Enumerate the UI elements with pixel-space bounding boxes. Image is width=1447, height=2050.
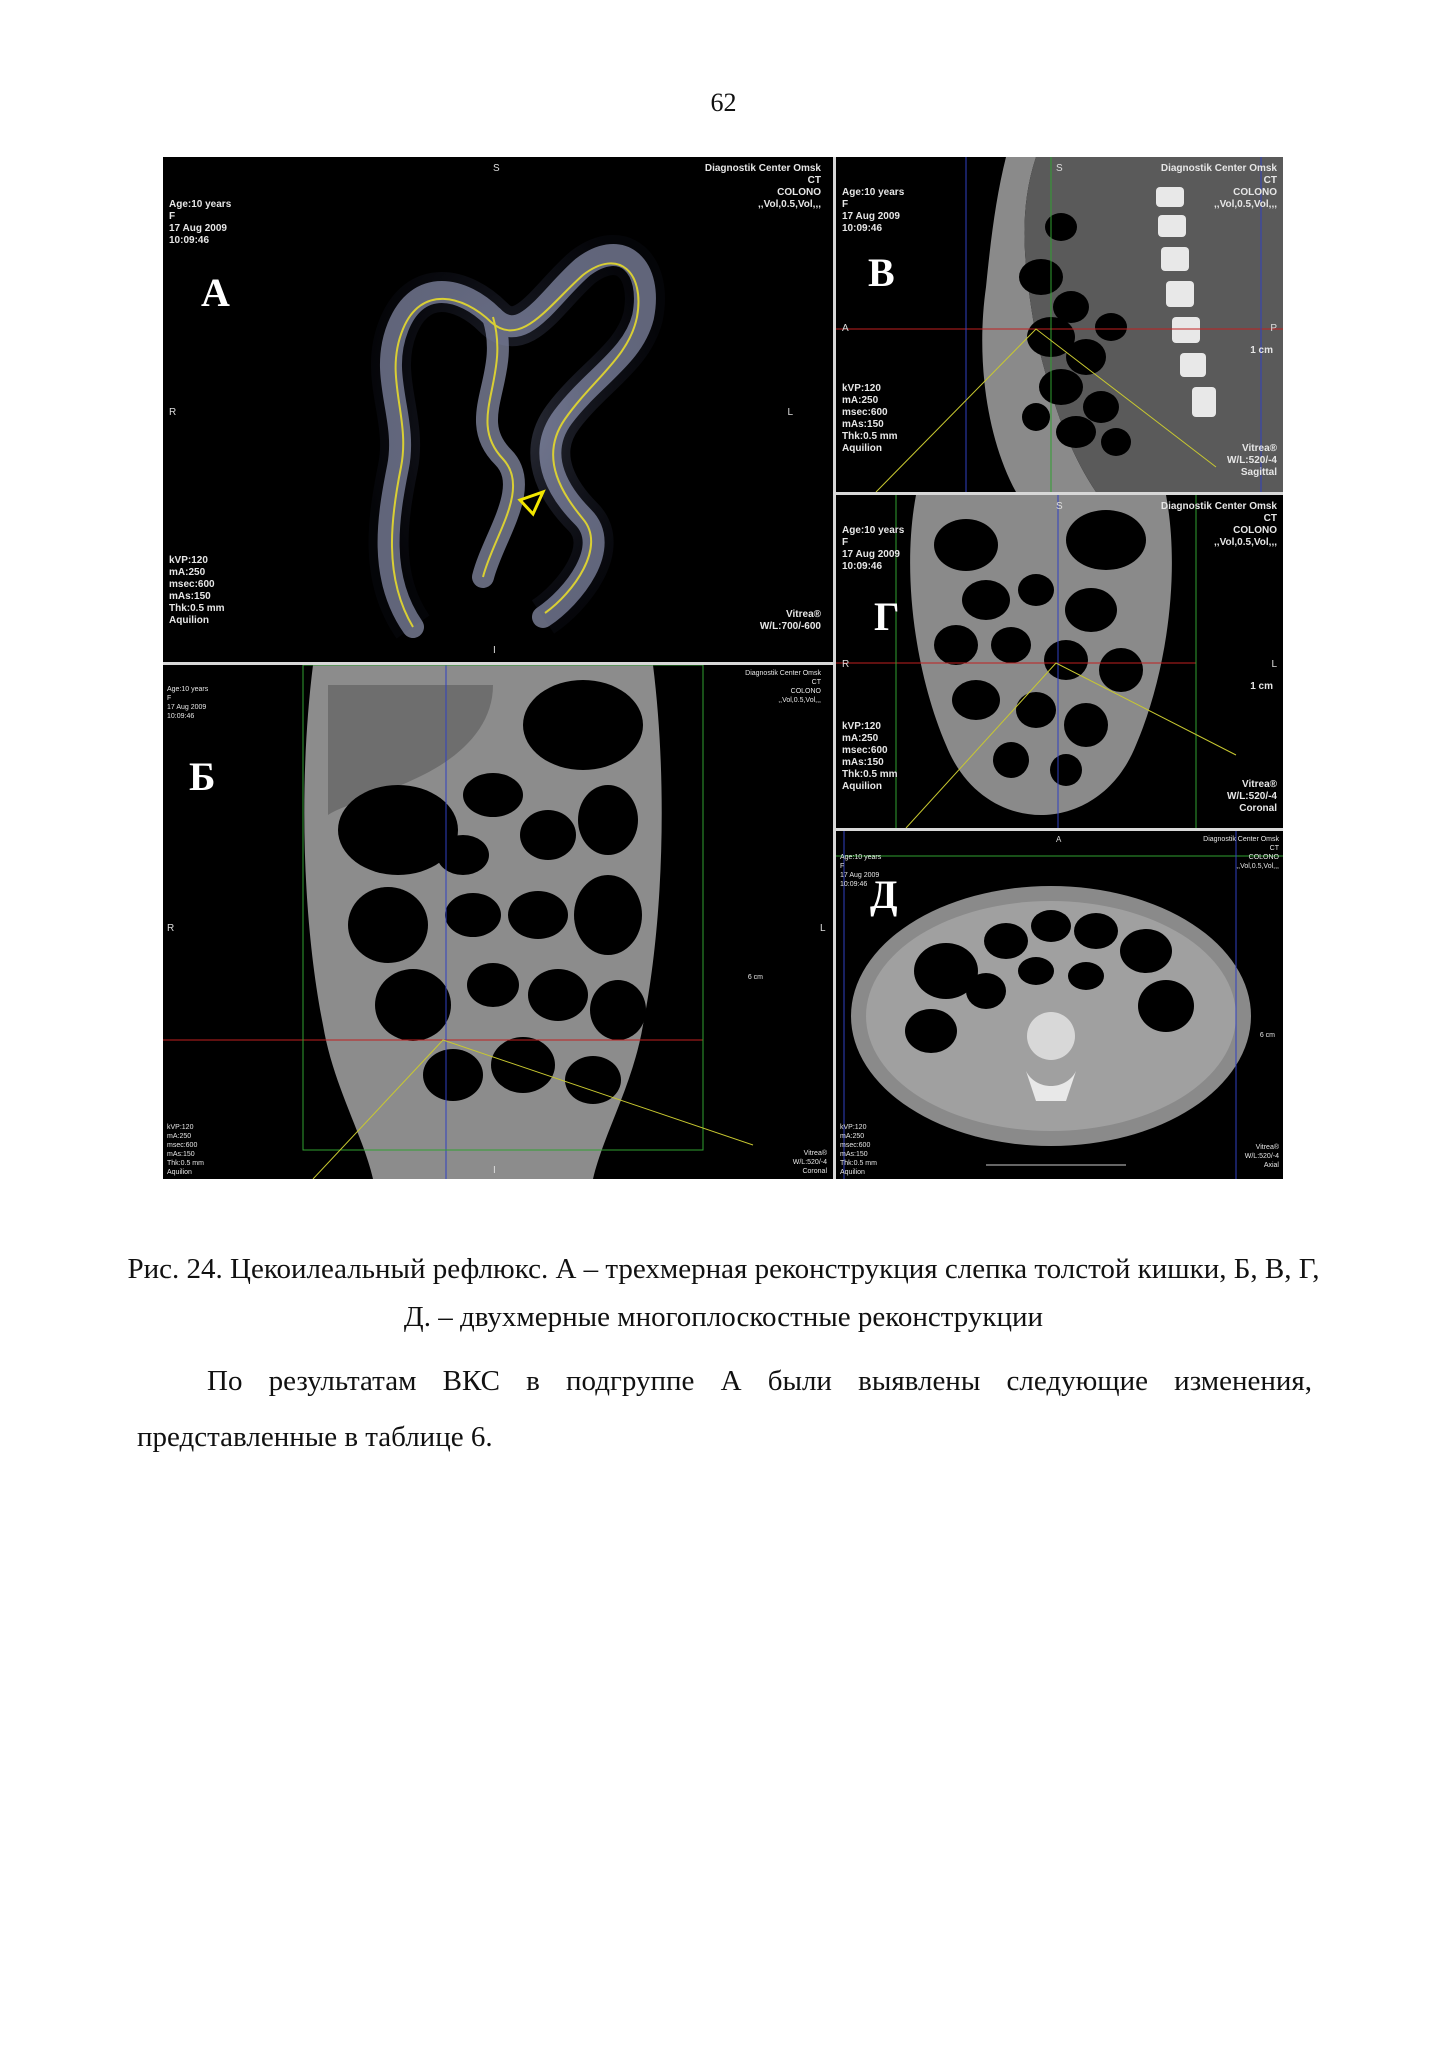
panel-v-orient-right: P xyxy=(1270,323,1277,334)
panel-g-params: kVP:120 mA:250 msec:600 mAs:150 Thk:0.5 mm Aquilion xyxy=(842,721,898,792)
panel-d-vendor: Vitrea® W/L:520/-4 Axial xyxy=(1244,1144,1279,1169)
panel-g-institution: Diagnostik Center Omsk CT COLONO ,,Vol,0.5,Vol,,, xyxy=(1160,501,1277,548)
panel-b-orient-bottom: I xyxy=(493,1165,496,1176)
panel-a-orient-left: R xyxy=(169,407,177,418)
figure-divider-vertical xyxy=(833,157,836,1179)
panel-d-orient-top: A xyxy=(1056,835,1062,844)
panel-a-meta: Age:10 years F 17 Aug 2009 10:09:46 xyxy=(169,199,232,246)
panel-v-params: kVP:120 mA:250 msec:600 mAs:150 Thk:0.5 mm Aquilion xyxy=(842,383,898,454)
panel-b-meta: Age:10 years F 17 Aug 2009 10:09:46 xyxy=(167,686,209,720)
panel-g-vendor: Vitrea® W/L:520/-4 Coronal xyxy=(1226,779,1277,814)
panel-g-orient-left: R xyxy=(842,659,850,670)
panel-g-coronal xyxy=(836,495,1283,828)
coronal-ct-image-large xyxy=(163,665,833,1179)
panel-d-params: kVP:120 mA:250 msec:600 mAs:150 Thk:0.5 mm Aquilion xyxy=(840,1124,877,1176)
panel-v-institution: Diagnostik Center Omsk CT COLONO ,,Vol,0.5,Vol,,, xyxy=(1160,163,1277,210)
panel-b-orient-right: L xyxy=(820,923,826,934)
panel-b-vendor: Vitrea® W/L:520/-4 Coronal xyxy=(792,1150,827,1175)
panel-v-orient-left: A xyxy=(842,323,849,334)
panel-d-scale: 6 cm xyxy=(1259,1032,1275,1039)
panel-a-orient-top: S xyxy=(493,163,500,174)
panel-a-3d-reconstruction xyxy=(163,157,833,662)
panel-b-scale: 6 cm xyxy=(747,974,763,981)
panel-g-scale: 1 cm xyxy=(1250,681,1273,692)
figure-divider-left-horizontal xyxy=(163,662,833,665)
panel-a-vendor: Vitrea® W/L:700/-600 xyxy=(759,609,821,632)
panel-v-letter: В xyxy=(868,250,895,295)
panel-d-axial xyxy=(836,831,1283,1179)
panel-g-letter: Г xyxy=(874,594,900,639)
figure-divider-right-horizontal-1 xyxy=(836,492,1283,495)
ct-figure xyxy=(163,157,1283,1179)
panel-a-orient-bottom: I xyxy=(493,645,496,656)
panel-v-scale: 1 cm xyxy=(1250,345,1273,356)
figure-caption: Рис. 24. Цекоилеальный рефлюкс. А – трехмерная реконструкция слепка толстой кишки, Б, В, Г, Д. – двухмерные многоплоскостные реконструкции xyxy=(127,1253,1320,1333)
panel-g-meta: Age:10 years F 17 Aug 2009 10:09:46 xyxy=(842,525,905,572)
panel-v-vendor: Vitrea® W/L:520/-4 Sagittal xyxy=(1226,443,1277,478)
panel-b-coronal xyxy=(163,665,833,1179)
panel-a-letter: А xyxy=(201,270,230,315)
panel-g-orient-right: L xyxy=(1271,659,1277,670)
panel-v-meta: Age:10 years F 17 Aug 2009 10:09:46 xyxy=(842,187,905,234)
panel-d-letter: Д xyxy=(870,872,898,917)
panel-a-institution: Diagnostik Center Omsk CT COLONO ,,Vol,0.5,Vol,,, xyxy=(704,163,821,210)
figure-divider-right-horizontal-2 xyxy=(836,828,1283,831)
body-paragraph: По результатам ВКС в подгруппе А были выявлены следующие изменения, представленные в таблице 6. xyxy=(137,1365,1312,1453)
panel-v-orient-top: S xyxy=(1056,163,1063,174)
panel-d-institution: Diagnostik Center Omsk CT COLONO ,,Vol,0.5,Vol,,, xyxy=(1203,836,1279,870)
panel-b-institution: Diagnostik Center Omsk CT COLONO ,,Vol,0.5,Vol,,, xyxy=(745,670,821,704)
panel-d-meta: Age:10 years F 17 Aug 2009 10:09:46 xyxy=(840,854,882,888)
axial-ct-image xyxy=(836,831,1283,1179)
panel-g-orient-top: S xyxy=(1056,501,1063,512)
panel-b-params: kVP:120 mA:250 msec:600 mAs:150 Thk:0.5 mm Aquilion xyxy=(167,1124,204,1176)
panel-v-sagittal xyxy=(836,157,1283,492)
panel-b-orient-left: R xyxy=(167,923,175,934)
panel-b-letter: Б xyxy=(189,754,216,799)
colon-3d-render xyxy=(163,157,833,662)
panel-a-params: kVP:120 mA:250 msec:600 mAs:150 Thk:0.5 mm Aquilion xyxy=(169,555,225,626)
page-number: 62 xyxy=(710,88,737,117)
panel-a-orient-right: L xyxy=(787,407,793,418)
